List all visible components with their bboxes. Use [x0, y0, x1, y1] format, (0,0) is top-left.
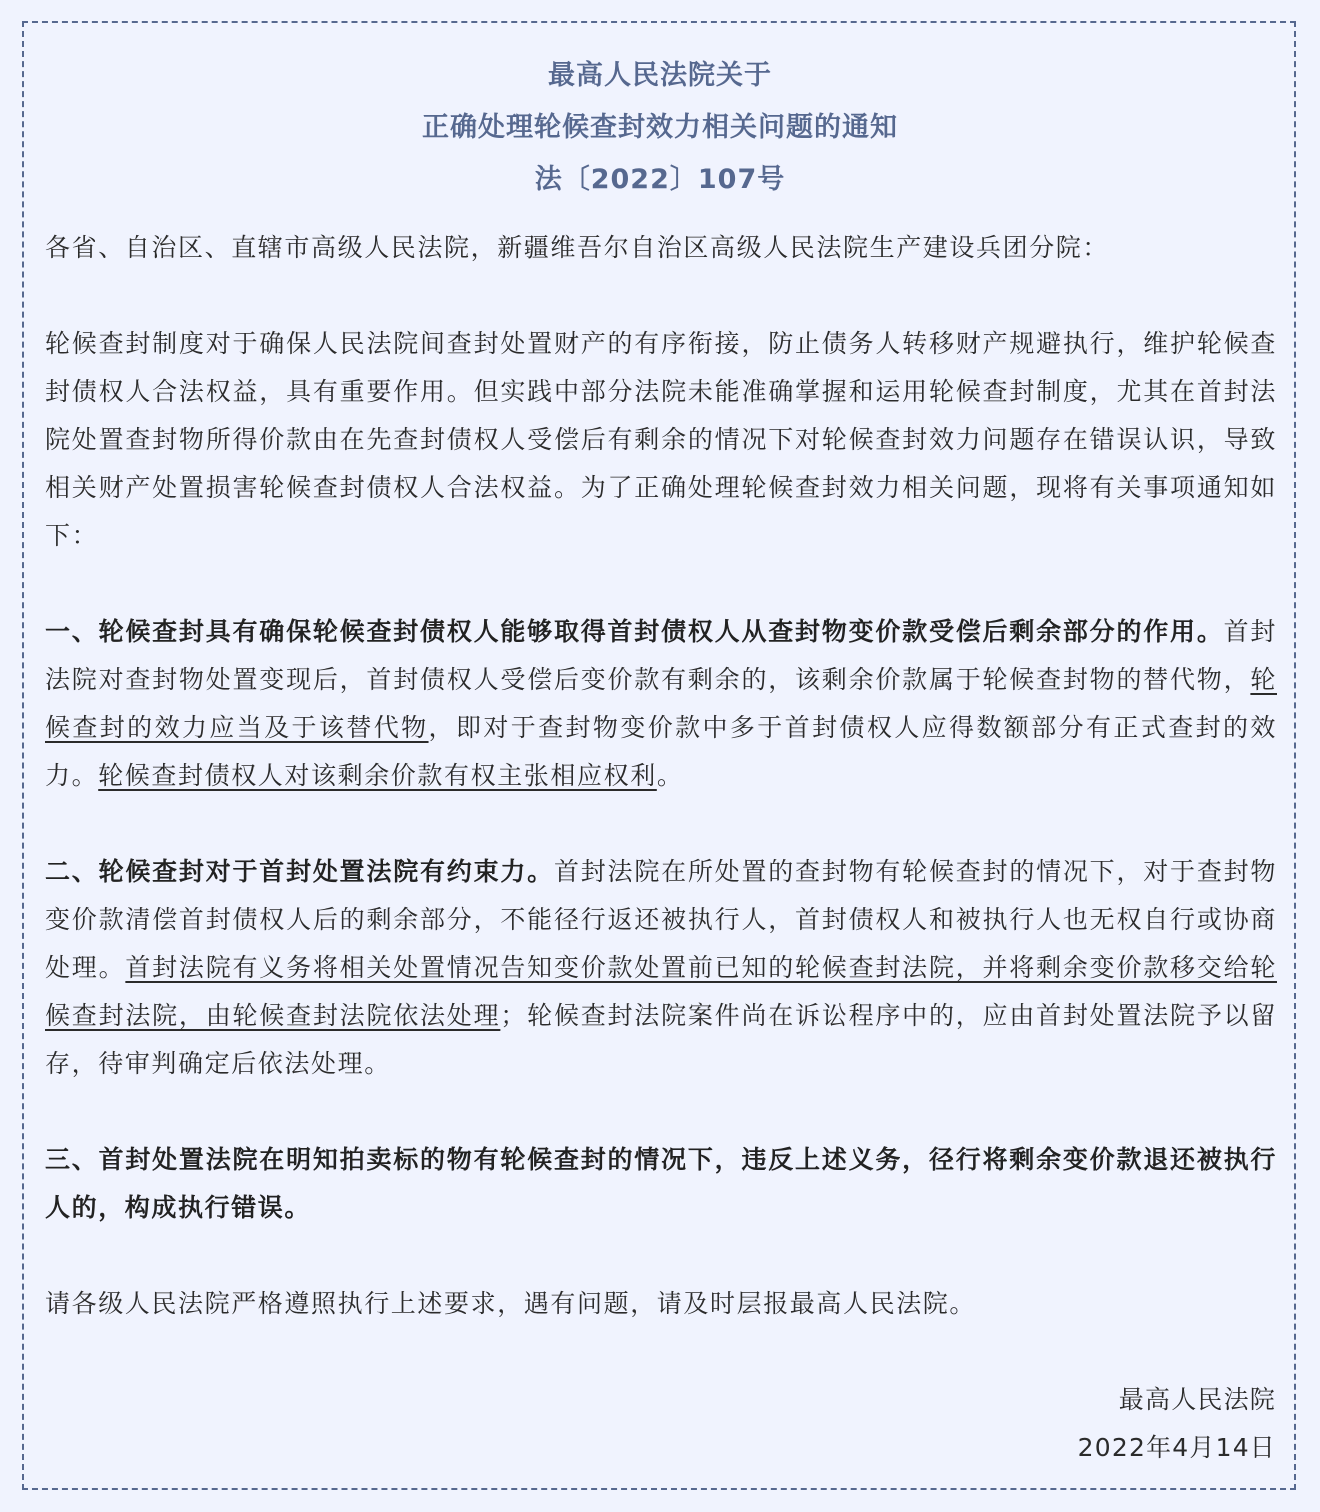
section-1: [45, 608, 1277, 800]
signature-block: [1078, 1376, 1276, 1472]
intro-paragraph: [45, 320, 1277, 560]
section-2-text-a: 首封法院在所处置的查封物有轮候查封的情况下，对于查封物变价款清偿首封债权人后的剩余部分，不能径行返还被执行人，首封债权人和被执行人也无权自行或协商处理。: [45, 857, 1278, 982]
section-1-heading: 一、轮候查封具有确保轮候查封债权人能够取得首封债权人从查封物变价款受偿后剩余部分的作用。: [45, 617, 1224, 646]
section-3-heading: 三、首封处置法院在明知拍卖标的物有轮候查封的情况下，违反上述义务，径行将剩余变价款退还被执行人的，构成执行错误。: [45, 1145, 1277, 1222]
section-2-text-b: ；轮候查封法院案件尚在诉讼程序中的，应由首封处置法院予以留存，待审判确定后依法处理。: [45, 1001, 1277, 1078]
section-1-paragraph: [45, 608, 1277, 800]
section-1-text-b: ，即对于查封物变价款中多于首封债权人应得数额部分有正式查封的效力。: [45, 713, 1278, 790]
issue-date: 2022年4月14日: [1077, 1433, 1276, 1462]
section-1-underline-b: 轮候查封债权人对该剩余价款有权主张相应权利: [98, 761, 657, 790]
section-1-underline-a: 轮候查封的效力应当及于该替代物: [45, 665, 1277, 742]
title-line-1: 最高人民法院关于: [548, 60, 772, 91]
closing-text: 请各级人民法院严格遵照执行上述要求，遇有问题，请及时层报最高人民法院。: [45, 1289, 977, 1318]
addressee: [45, 224, 1277, 272]
intro-text: 轮候查封制度对于确保人民法院间查封处置财产的有序衔接，防止债务人转移财产规避执行，维护轮候查封债权人合法权益，具有重要作用。但实践中部分法院未能准确掌握和运用轮候查封制度，尤其在首封法院处置查封物所得价款由在先查封债权人受偿后有剩余的情况下对轮候查封效力问题存在错误认识，导致相关财产处置损害轮候查封债权人合法权益。为了正确处理轮候查封效力相关问题，现将有关事项通知如下：: [45, 329, 1277, 550]
section-2-heading: 二、轮候查封对于首封处置法院有约束力。: [45, 857, 554, 886]
closing-paragraph: [45, 1280, 1277, 1328]
issuer: 最高人民法院: [1118, 1385, 1276, 1414]
section-3-paragraph: [45, 1136, 1277, 1232]
section-2-underline-a: 首封法院有义务将相关处置情况告知变价款处置前已知的轮候查封法院，并将剩余变价款移交给轮候查封法院，由轮候查封法院依法处理: [45, 953, 1277, 1030]
section-1-text-a: 首封法院对查封物处置变现后，首封债权人受偿后变价款有剩余的，该剩余价款属于轮候查封物的替代物，: [45, 617, 1277, 694]
section-3: [45, 1136, 1277, 1232]
title-line-2: 正确处理轮候查封效力相关问题的通知: [422, 112, 898, 143]
section-2-paragraph: [45, 848, 1277, 1088]
document-title: [0, 50, 1320, 206]
addressee-text: 各省、自治区、直辖市高级人民法院，新疆维吾尔自治区高级人民法院生产建设兵团分院：: [45, 233, 1110, 262]
section-1-text-c: 。: [656, 761, 684, 790]
document-number: 法〔2022〕107号: [534, 164, 786, 195]
section-2: [45, 848, 1277, 1088]
